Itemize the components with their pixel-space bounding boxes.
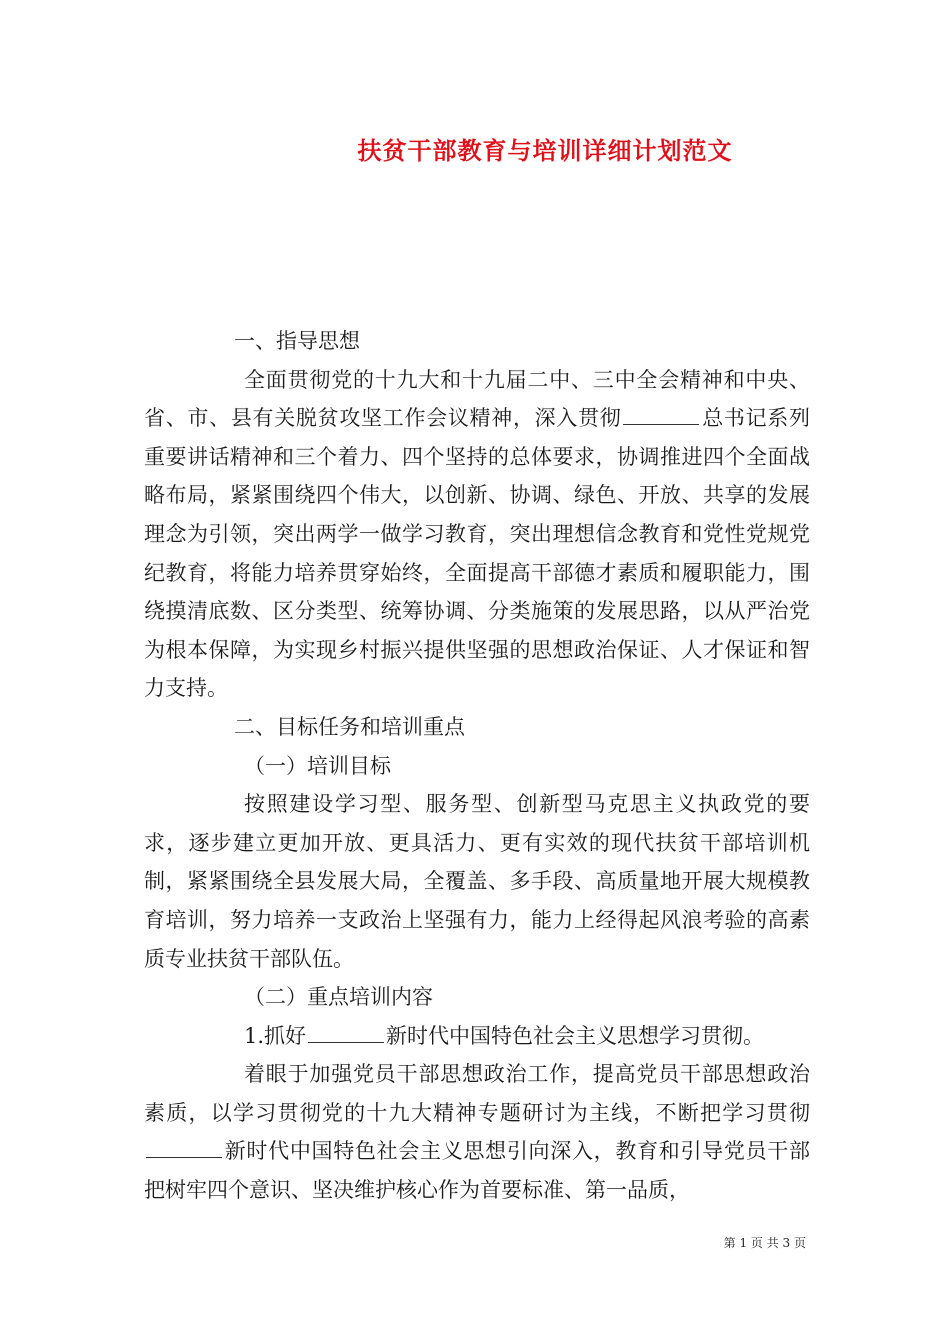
paragraph-item-1: 着眼于加强党员干部思想政治工作，提高党员干部思想政治素质，以学习贯彻党的十九大精神专题研讨为主线，不断把学习贯彻新时代中国特色社会主义思想引向深入，教育和引导党员干部把树牢四个意识、坚决维护核心作为首要标准、第一品质， xyxy=(144,1062,810,1203)
subheading-training-goals: （一）培训目标 xyxy=(244,753,391,778)
page-number: 第 1 页 共 3 页 xyxy=(723,1236,806,1250)
document-body xyxy=(144,322,810,1210)
subheading-key-content: （二）重点培训内容 xyxy=(244,985,433,1010)
heading-guiding-ideology: 一、指导思想 xyxy=(234,329,360,353)
blank-underline xyxy=(146,1139,222,1158)
paragraph-guiding-ideology: 全面贯彻党的十九大和十九届二中、三中全会精神和中央、省、市、县有关脱贫攻坚工作会议精神，深入贯彻 总书记系列重要讲话精神和三个着力、四个坚持的总体要求，协调推进四个全面战略布局，紧紧围绕四个伟大，以创新、协调、绿色、开放、共享的发展理念为引领，突出两学一做学习教育，突出理想信念教育和党性党规党纪教育，将能力培养贯穿始终，全面提高干部德才素质和履职能力，围绕摸清底数、区分类型、统筹协调、分类施策的发展思路，以从严治党为根本保障，为实现乡村振兴提供坚强的思想政治保证、人才保证和智力支持。 xyxy=(144,367,811,701)
paragraph-training-goals: 按照建设学习型、服务型、创新型马克思主义执政党的要求，逐步建立更加开放、更具活力、更有实效的现代扶贫干部培训机制，紧紧围绕全县发展大局，全覆盖、多手段、高质量地开展大规模教育培训，努力培养一支政治上坚强有力，能力上经得起风浪考验的高素质专业扶贫干部队伍。 xyxy=(144,792,810,971)
blank-underline xyxy=(308,1024,384,1043)
document-title: 扶贫干部教育与培训详细计划范文 xyxy=(357,136,733,165)
blank-underline xyxy=(623,406,699,425)
list-item-1: 1.抓好 新时代中国特色社会主义思想学习贯彻。 xyxy=(244,1023,765,1048)
heading-goals: 二、目标任务和培训重点 xyxy=(234,714,465,739)
